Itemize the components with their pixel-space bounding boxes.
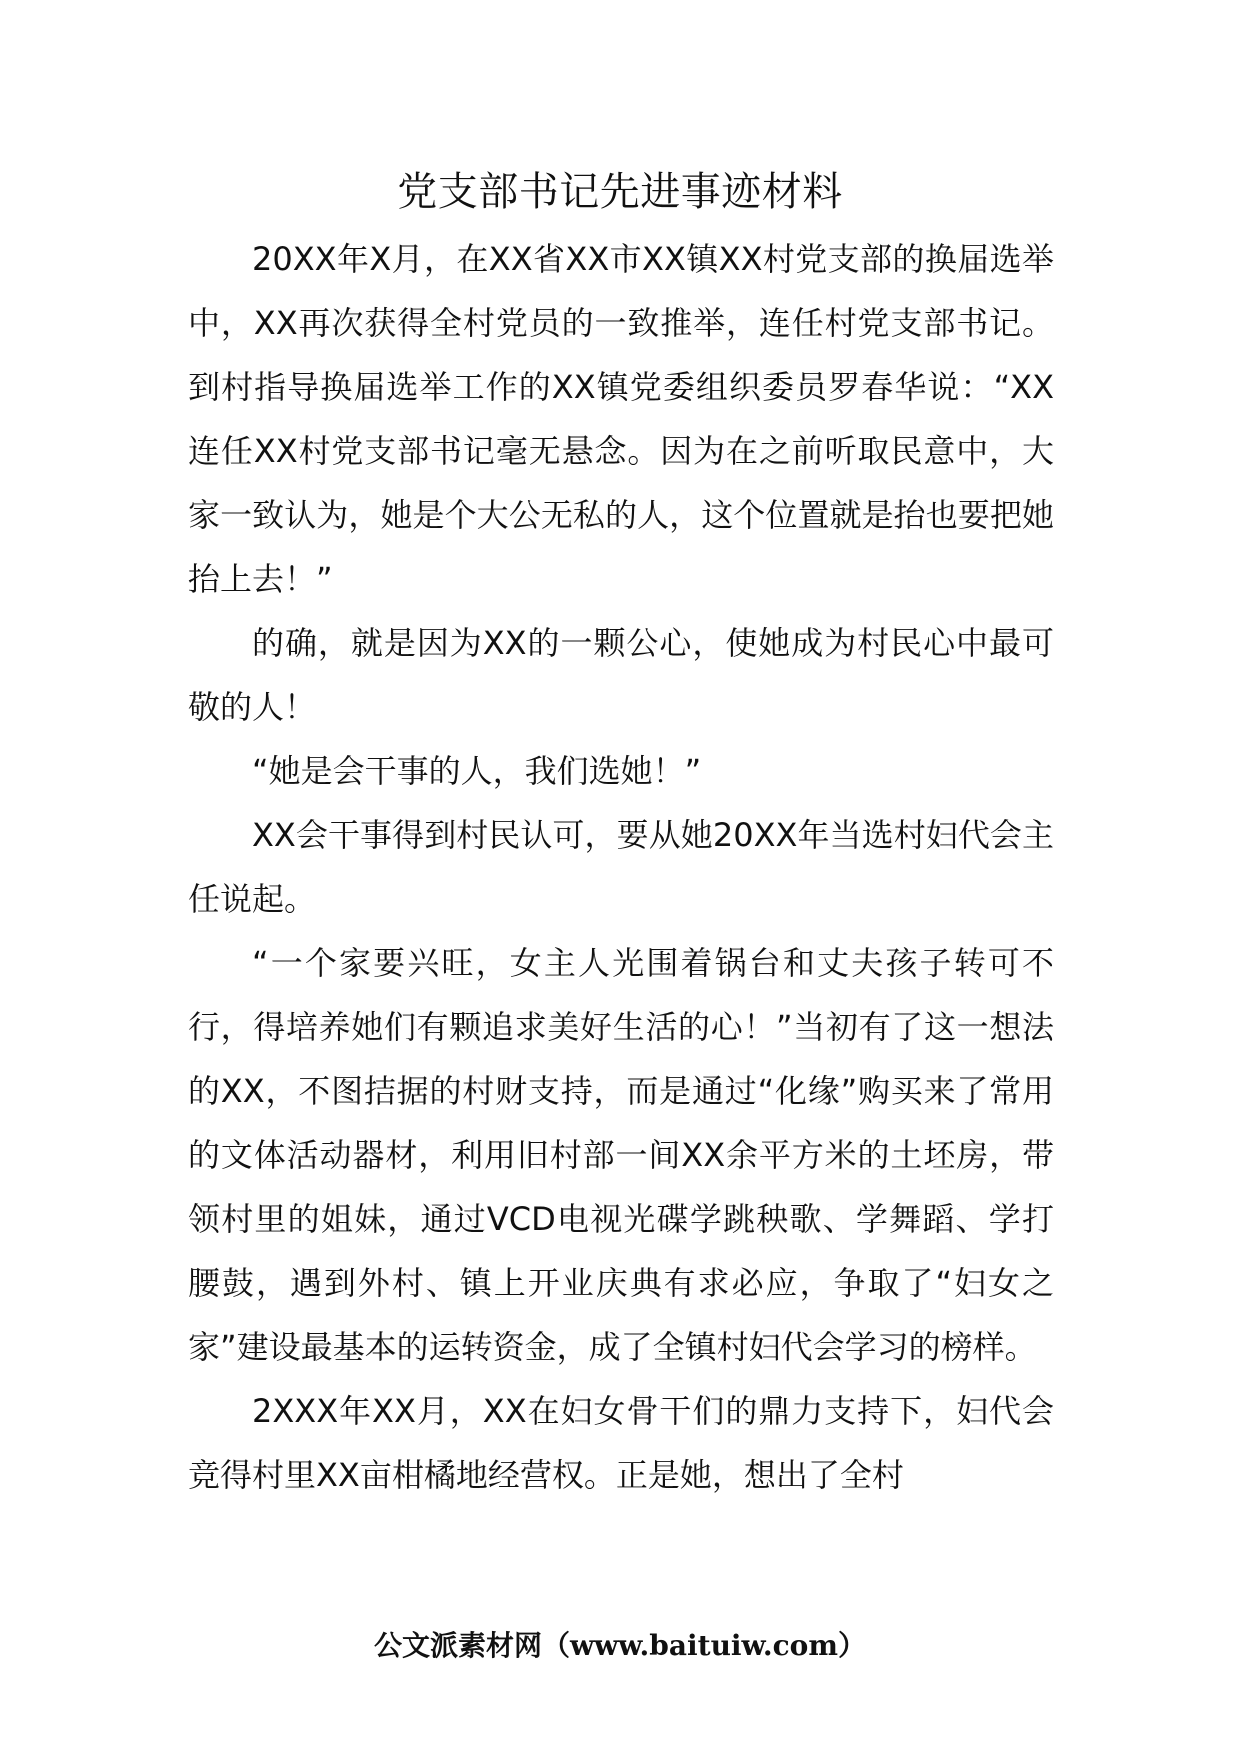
document-title: 党支部书记先进事迹材料 <box>397 169 843 215</box>
paragraph-orchard: 2XXX年XX月，XX在妇女骨干们的鼎力支持下，妇代会竞得村里XX亩柑橘地经营权。正是她，想出了全村 <box>188 1392 1054 1494</box>
paragraph-public-heart: 的确，就是因为XX的一颗公心，使她成为村民心中最可敬的人！ <box>188 624 1054 726</box>
paragraph-women-congress: XX会干事得到村民认可，要从她20XX年当选村妇代会主任说起。 <box>188 816 1054 918</box>
source-footer: 公文派素材网（www.baituiw.com） <box>374 1629 866 1662</box>
document-body <box>188 227 1054 1507</box>
paragraph-quote: “她是会干事的人，我们选她！” <box>252 752 702 790</box>
paragraph-activities: “一个家要兴旺，女主人光围着锅台和丈夫孩子转可不行，得培养她们有颗追求美好生活的心！”当初有了这一想法的XX，不图拮据的村财支持，而是通过“化缘”购买来了常用的文体活动器材，利用旧村部一间XX余平方米的土坯房，带领村里的姐妹，通过VCD电视光碟学跳秧歌、学舞蹈、学打腰鼓，遇到外村、镇上开业庆典有求必应，争取了“妇女之家”建设最基本的运转资金，成了全镇村妇代会学习的榜样。 <box>188 944 1054 1366</box>
paragraph-election: 20XX年X月，在XX省XX市XX镇XX村党支部的换届选举中，XX再次获得全村党员的一致推举，连任村党支部书记。到村指导换届选举工作的XX镇党委组织委员罗春华说：“XX连任XX村党支部书记毫无悬念。因为在之前听取民意中，大家一致认为，她是个大公无私的人，这个位置就是抬也要把她抬上去！” <box>188 240 1054 598</box>
